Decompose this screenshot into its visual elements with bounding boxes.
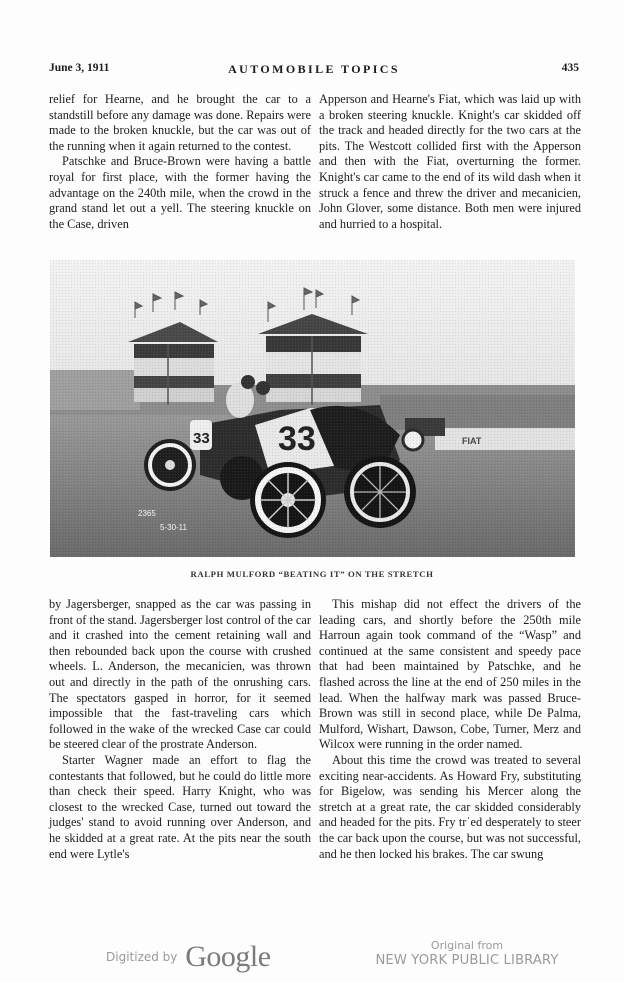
running-header — [49, 62, 579, 78]
photo-caption: RALPH MULFORD “BEATING IT” ON THE STRETCH — [190, 569, 434, 579]
top-left-column — [49, 92, 311, 232]
plate-mark: 2365 — [138, 509, 156, 518]
issue-date: June 3, 1911 — [49, 62, 110, 74]
page-number: 435 — [561, 62, 579, 74]
plate-date: 5-30-11 — [160, 523, 187, 532]
paragraph: relief for Hearne, and he brought the car to a standstill before any damage was done. Repairs were made to the broken knuckle, but the car was out of the running when it again returned to the contest. — [49, 92, 311, 153]
digitized-by-label: Digitized by — [106, 950, 178, 964]
publication-title: AUTOMOBILE TOPICS — [228, 62, 400, 76]
original-from-label: Original from — [430, 939, 504, 952]
photo-illustration — [50, 260, 575, 557]
bottom-left-column — [49, 597, 311, 862]
paragraph: Starter Wagner made an effort to flag the contestants that followed, but he could do little more than check their speed. Harry Knight, who was closest to the wrecked Case, turned out toward the judges' stand to avoid running over Anderson, and he skidded at a great rate. At the pits near the south end were Lytle's — [49, 752, 311, 861]
paragraph: About this time the crowd was treated to several exciting near-accidents. As Howard Fry, substituting for Bigelow, was sending his Mercer along the stretch at a great rate, the car skidded considerably and headed for the pits. Fry trˈed desperately to steer the car back upon the course, but was not successful, and he then locked his brakes. The car swung — [319, 752, 581, 861]
bottom-right-column — [319, 597, 581, 862]
source-library-watermark — [372, 939, 562, 968]
paragraph: Apperson and Hearne's Fiat, which was laid up with a broken steering knuckle. Knight's car skidded off the track and headed directly for the two cars at the pits. The Westcott collided first with the Apperson and then with the Fiat, overturning the former. Knight's car came to the end of its wild dash when it struck a fence and threw the driver and mecanicien, John Glover, some distance. Both men were injured and hurried to a hospital. — [319, 92, 581, 231]
digitized-by-watermark — [106, 940, 271, 974]
paragraph: Patschke and Bruce-Brown were having a battle royal for first place, with the former having the advantage on the 240th mile, when the crowd in the grand stand let out a yell. The steering knuckle on the Case, driven — [49, 154, 311, 231]
google-logo: Google — [185, 940, 271, 973]
library-name: NEW YORK PUBLIC LIBRARY — [375, 953, 559, 968]
race-photograph — [50, 260, 575, 557]
paragraph: This mishap did not effect the drivers of the leading cars, and shortly before the 250th mile Harroun again took command of the “Wasp” and continued at the same consistent and speedy pace that had been maintained by Patschke, and he flashed across the line at the end of 250 miles in the lead. When the halfway mark was passed Bruce-Brown was still in second place, while De Palma, Mulford, Wishart, Dawson, Cobe, Turner, Merz and Wilcox were running in the order named. — [319, 597, 581, 752]
paragraph: by Jagersberger, snapped as the car was passing in front of the stand. Jagersberger lost control of the car and it crashed into the cement retaining wall and then rebounded back upon the course with crushed wheels. L. Anderson, the mecanicien, was thrown out and directly in the path of the onrushing cars. The spectators gasped in horror, for it seemed impossible that the fast-traveling cars which followed in the wake of the wrecked Case car could be steered clear of the prostrate Anderson. — [49, 597, 311, 752]
top-right-column — [319, 92, 581, 232]
film-grain — [50, 260, 575, 557]
